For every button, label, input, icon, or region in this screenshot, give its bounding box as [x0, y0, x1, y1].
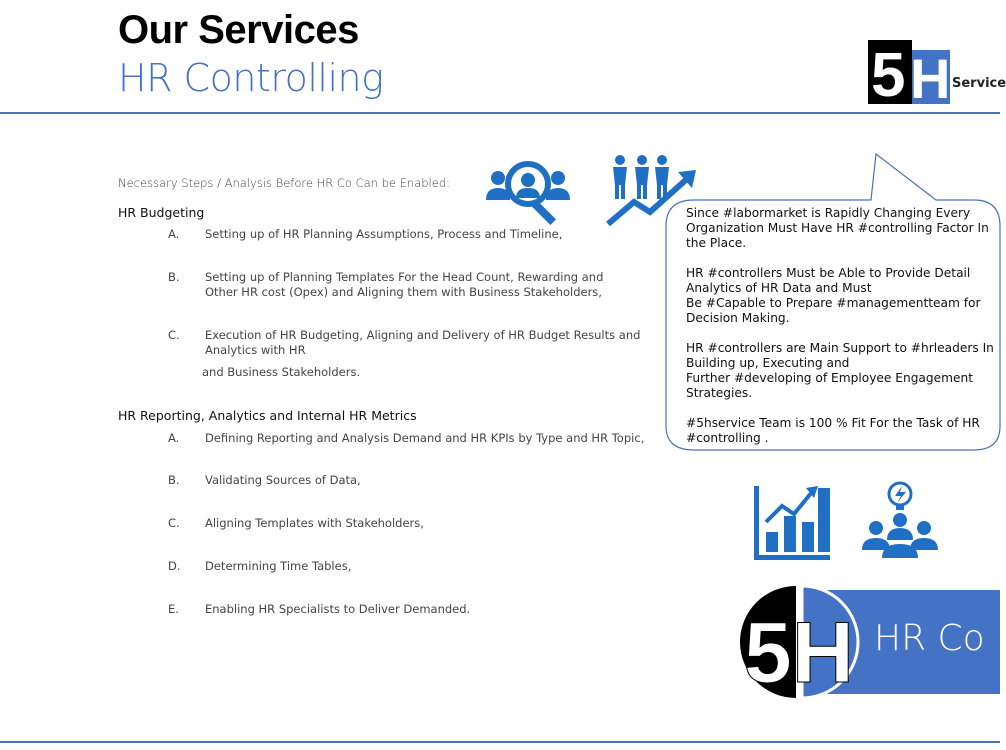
- list-item-continuation: and Business Stakeholders.: [202, 365, 361, 379]
- brand-logo: [868, 40, 1006, 110]
- list-item-text: Validating Sources of Data,: [205, 473, 361, 487]
- callout-line: Be #Capable to Prepare #managementteam for Decision Making.: [686, 296, 981, 325]
- header-divider: [0, 112, 1000, 114]
- banner-logo-mark: [738, 584, 860, 700]
- list-item-text: Setting up of HR Planning Assumptions, Process and Timeline,: [205, 227, 563, 241]
- section-heading-hr-budgeting: HR Budgeting: [118, 205, 205, 220]
- logo-text: Service: [952, 76, 1006, 91]
- list-item-letter: B.: [168, 270, 180, 284]
- list-item-text: Defining Reporting and Analysis Demand and HR KPIs by Type and HR Topic,: [205, 431, 645, 445]
- list-item-letter: E.: [168, 602, 179, 616]
- callout-paragraph: Since #labormarket is Rapidly Changing Every Organization Must Have HR #controlling Factor In the Place.: [686, 206, 989, 250]
- page-subtitle: HR Controlling: [118, 56, 384, 100]
- list-item-letter: D.: [168, 559, 181, 573]
- hrco-label: HR Co: [874, 618, 985, 659]
- intro-text: Necessary Steps / Analysis Before HR Co Can be Enabled:: [118, 176, 451, 190]
- list-item-text: Setting up of Planning Templates For the Head Count, Rewarding and Other HR cost (Opex) and Aligning them with Business Stakeholders,: [205, 270, 604, 299]
- list-item-letter: C.: [168, 516, 180, 530]
- list-item-letter: B.: [168, 473, 180, 487]
- list-item-text: Determining Time Tables,: [205, 559, 352, 573]
- svg-text:H: H: [910, 47, 951, 110]
- list-item-text: Enabling HR Specialists to Deliver Demanded.: [205, 602, 471, 616]
- section-heading-hr-reporting: HR Reporting, Analytics and Internal HR Metrics: [118, 408, 417, 423]
- list-item-letter: C.: [168, 328, 180, 342]
- talent-search-icon: [484, 158, 576, 226]
- page-title: Our Services: [118, 8, 359, 52]
- banner-mark-text: 5H: [744, 605, 854, 701]
- logo-mark-icon: [868, 40, 1000, 110]
- callout-paragraph: [686, 341, 1006, 401]
- list-item-letter: A.: [168, 431, 180, 445]
- bar-chart-icon: [754, 486, 830, 560]
- footer-divider: [0, 741, 1000, 743]
- callout-line: HR #controllers are Main Support to #hrleaders In Building up, Executing and: [686, 341, 994, 370]
- callout-line: HR #controllers Must be Able to Provide Detail Analytics of HR Data and Must: [686, 266, 971, 295]
- callout-paragraph: #5hservice Team is 100 % Fit For the Task of HR #controlling .: [686, 416, 980, 445]
- callout-text: [686, 206, 1006, 461]
- team-idea-icon: [860, 480, 940, 558]
- list-item-text: Execution of HR Budgeting, Aligning and Delivery of HR Budget Results and Analytics with HR: [205, 328, 641, 357]
- svg-text:5: 5: [871, 41, 906, 110]
- list-item-letter: A.: [168, 227, 180, 241]
- list-item-text: Aligning Templates with Stakeholders,: [205, 516, 424, 530]
- callout-paragraph: [686, 266, 1006, 326]
- callout-line: Further #developing of Employee Engagement Strategies.: [686, 371, 974, 400]
